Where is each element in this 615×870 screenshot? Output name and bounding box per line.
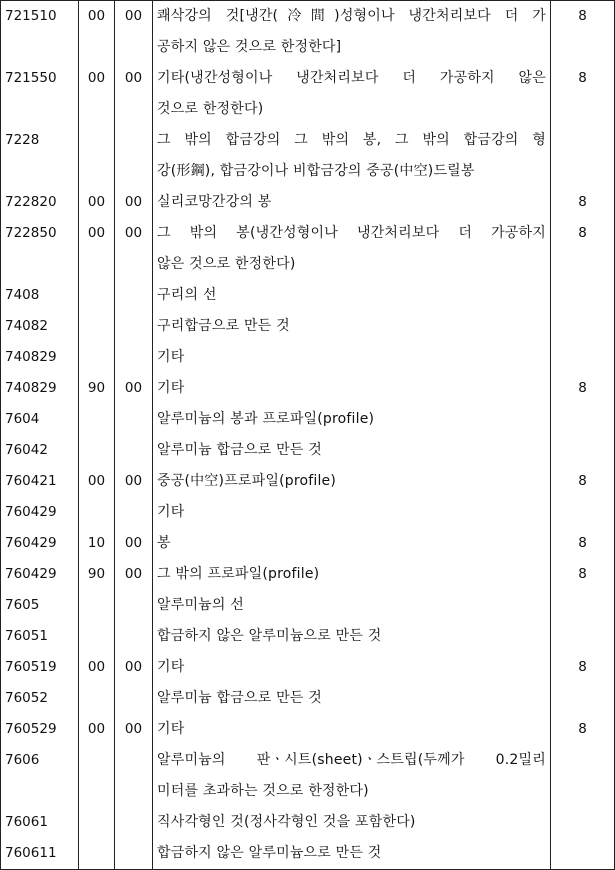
subcode-2-cell: 00	[115, 218, 153, 280]
table-row	[1, 311, 615, 342]
hs-code-cell: 7408	[1, 280, 79, 311]
table-row	[1, 745, 615, 807]
tariff-rate-cell	[551, 404, 615, 435]
description-cell	[153, 342, 551, 373]
tariff-rate-cell	[551, 807, 615, 838]
hs-code-cell: 760429	[1, 528, 79, 559]
tariff-rate-cell: 8	[551, 63, 615, 125]
subcode-1-cell	[79, 404, 115, 435]
hs-code-cell: 7606	[1, 745, 79, 807]
subcode-2-cell	[115, 807, 153, 838]
subcode-2-cell	[115, 683, 153, 714]
subcode-1-cell: 00	[79, 1, 115, 64]
subcode-2-cell	[115, 621, 153, 652]
description-line: 봉	[157, 535, 171, 551]
hs-code-cell: 721550	[1, 63, 79, 125]
description-line: 알루미늄 합금으로 만든 것	[157, 690, 322, 706]
description-cell	[153, 218, 551, 280]
hs-code-cell: 74082	[1, 311, 79, 342]
tariff-rate-cell: 8	[551, 187, 615, 218]
tariff-rate-cell	[551, 590, 615, 621]
description-line: 그 밖의 봉(냉간성형이나 냉간처리보다 더 가공하지	[157, 225, 546, 241]
description-line: 않은 것으로 한정한다)	[157, 256, 296, 272]
description-line: 그 밖의 프로파일(profile)	[157, 566, 320, 582]
subcode-1-cell: 00	[79, 63, 115, 125]
table-row	[1, 559, 615, 590]
description-cell	[153, 373, 551, 404]
tariff-rate-cell	[551, 621, 615, 652]
hs-code-cell: 740829	[1, 342, 79, 373]
description-line: 기타(냉간성형이나 냉간처리보다 더 가공하지 않은	[157, 70, 546, 86]
table-row	[1, 497, 615, 528]
description-cell	[153, 280, 551, 311]
description-line: 공하지 않은 것으로 한정한다]	[157, 39, 342, 55]
hs-code-cell: 760429	[1, 559, 79, 590]
table-row	[1, 652, 615, 683]
description-cell	[153, 745, 551, 807]
table-row	[1, 590, 615, 621]
table-row	[1, 218, 615, 280]
subcode-2-cell: 00	[115, 466, 153, 497]
table-row	[1, 807, 615, 838]
subcode-2-cell	[115, 497, 153, 528]
description-line: 합금하지 않은 알루미늄으로 만든 것	[157, 628, 382, 644]
subcode-1-cell	[79, 342, 115, 373]
subcode-1-cell: 00	[79, 187, 115, 218]
hs-code-cell: 722820	[1, 187, 79, 218]
description-cell	[153, 683, 551, 714]
table-row	[1, 373, 615, 404]
description-cell	[153, 497, 551, 528]
hs-code-cell: 760429	[1, 497, 79, 528]
tariff-rate-cell	[551, 683, 615, 714]
subcode-2-cell	[115, 311, 153, 342]
description-cell	[153, 714, 551, 745]
tariff-rate-cell	[551, 838, 615, 870]
table-row	[1, 435, 615, 466]
subcode-1-cell: 90	[79, 373, 115, 404]
subcode-1-cell	[79, 683, 115, 714]
subcode-2-cell: 00	[115, 373, 153, 404]
description-line: 기타	[157, 721, 185, 737]
table-row	[1, 838, 615, 870]
description-line: 알루미늄의 판ㆍ시트(sheet)ㆍ스트립(두께가 0.2밀리	[157, 752, 546, 768]
hs-code-cell: 760519	[1, 652, 79, 683]
table-row	[1, 280, 615, 311]
description-cell	[153, 63, 551, 125]
table-row	[1, 125, 615, 187]
description-cell	[153, 466, 551, 497]
description-line: 알루미늄 합금으로 만든 것	[157, 442, 322, 458]
hs-code-cell: 760529	[1, 714, 79, 745]
table-row	[1, 187, 615, 218]
subcode-1-cell	[79, 435, 115, 466]
subcode-2-cell: 00	[115, 1, 153, 64]
description-line: 쾌삭강의 것[냉간(冷間)성형이나 냉간처리보다 더 가	[157, 8, 546, 24]
subcode-2-cell	[115, 838, 153, 870]
subcode-1-cell	[79, 125, 115, 187]
subcode-1-cell	[79, 311, 115, 342]
subcode-1-cell: 00	[79, 714, 115, 745]
description-line: 구리합금으로 만든 것	[157, 318, 290, 334]
subcode-2-cell	[115, 745, 153, 807]
tariff-rate-cell	[551, 280, 615, 311]
table-row	[1, 404, 615, 435]
tariff-rate-cell: 8	[551, 1, 615, 64]
tariff-rate-cell	[551, 311, 615, 342]
tariff-rate-cell	[551, 342, 615, 373]
tariff-rate-cell	[551, 497, 615, 528]
description-cell	[153, 559, 551, 590]
subcode-1-cell	[79, 838, 115, 870]
table-row	[1, 342, 615, 373]
hs-code-cell: 740829	[1, 373, 79, 404]
subcode-1-cell	[79, 497, 115, 528]
subcode-2-cell	[115, 125, 153, 187]
table-row	[1, 683, 615, 714]
hs-code-cell: 721510	[1, 1, 79, 64]
subcode-1-cell: 10	[79, 528, 115, 559]
subcode-2-cell	[115, 280, 153, 311]
subcode-1-cell	[79, 621, 115, 652]
subcode-2-cell	[115, 590, 153, 621]
description-line: 기타	[157, 380, 185, 396]
description-cell	[153, 621, 551, 652]
description-line: 강(形鋼), 합금강이나 비합금강의 중공(中空)드릴봉	[157, 163, 475, 179]
subcode-2-cell: 00	[115, 652, 153, 683]
table-row	[1, 714, 615, 745]
subcode-1-cell	[79, 280, 115, 311]
table-row	[1, 528, 615, 559]
tariff-rate-cell	[551, 745, 615, 807]
tariff-rate-cell: 8	[551, 652, 615, 683]
subcode-2-cell	[115, 435, 153, 466]
hs-code-cell: 7228	[1, 125, 79, 187]
hs-code-cell: 76052	[1, 683, 79, 714]
subcode-2-cell	[115, 342, 153, 373]
hs-code-cell: 722850	[1, 218, 79, 280]
subcode-2-cell: 00	[115, 187, 153, 218]
tariff-rate-cell: 8	[551, 373, 615, 404]
description-line: 알루미늄의 봉과 프로파일(profile)	[157, 411, 375, 427]
description-line: 중공(中空)프로파일(profile)	[157, 473, 337, 489]
table-row	[1, 466, 615, 497]
description-cell	[153, 187, 551, 218]
hs-code-cell: 760611	[1, 838, 79, 870]
description-cell	[153, 652, 551, 683]
tariff-rate-cell	[551, 125, 615, 187]
description-line: 기타	[157, 659, 185, 675]
description-line: 합금하지 않은 알루미늄으로 만든 것	[157, 845, 382, 861]
description-line: 실리코망간강의 봉	[157, 194, 272, 210]
tariff-rate-cell	[551, 435, 615, 466]
description-cell	[153, 838, 551, 870]
table-row	[1, 621, 615, 652]
subcode-2-cell: 00	[115, 63, 153, 125]
subcode-2-cell: 00	[115, 559, 153, 590]
subcode-1-cell	[79, 590, 115, 621]
description-line: 직사각형인 것(정사각형인 것을 포함한다)	[157, 814, 416, 830]
hs-code-cell: 760421	[1, 466, 79, 497]
subcode-2-cell: 00	[115, 714, 153, 745]
tariff-rate-cell: 8	[551, 714, 615, 745]
tariff-table-body	[1, 1, 615, 870]
description-cell	[153, 1, 551, 64]
description-line: 미터를 초과하는 것으로 한정한다)	[157, 783, 369, 799]
description-cell	[153, 125, 551, 187]
tariff-rate-cell: 8	[551, 466, 615, 497]
description-cell	[153, 404, 551, 435]
description-cell	[153, 590, 551, 621]
description-cell	[153, 807, 551, 838]
table-row	[1, 63, 615, 125]
description-cell	[153, 311, 551, 342]
subcode-1-cell	[79, 807, 115, 838]
hs-code-cell: 76051	[1, 621, 79, 652]
description-line: 그 밖의 합금강의 그 밖의 봉, 그 밖의 합금강의 형	[157, 132, 546, 148]
description-cell	[153, 528, 551, 559]
description-line: 구리의 선	[157, 287, 217, 303]
subcode-2-cell: 00	[115, 528, 153, 559]
description-line: 알루미늄의 선	[157, 597, 244, 613]
subcode-1-cell: 90	[79, 559, 115, 590]
hs-code-cell: 76061	[1, 807, 79, 838]
tariff-rate-cell: 8	[551, 218, 615, 280]
description-line: 것으로 한정한다)	[157, 101, 264, 117]
tariff-rate-cell: 8	[551, 559, 615, 590]
subcode-1-cell: 00	[79, 218, 115, 280]
subcode-1-cell: 00	[79, 652, 115, 683]
hs-code-cell: 76042	[1, 435, 79, 466]
hs-code-cell: 7604	[1, 404, 79, 435]
hs-code-cell: 7605	[1, 590, 79, 621]
subcode-1-cell	[79, 745, 115, 807]
description-line: 기타	[157, 349, 185, 365]
subcode-2-cell	[115, 404, 153, 435]
subcode-1-cell: 00	[79, 466, 115, 497]
description-cell	[153, 435, 551, 466]
tariff-rate-cell: 8	[551, 528, 615, 559]
table-row	[1, 1, 615, 64]
description-line: 기타	[157, 504, 185, 520]
